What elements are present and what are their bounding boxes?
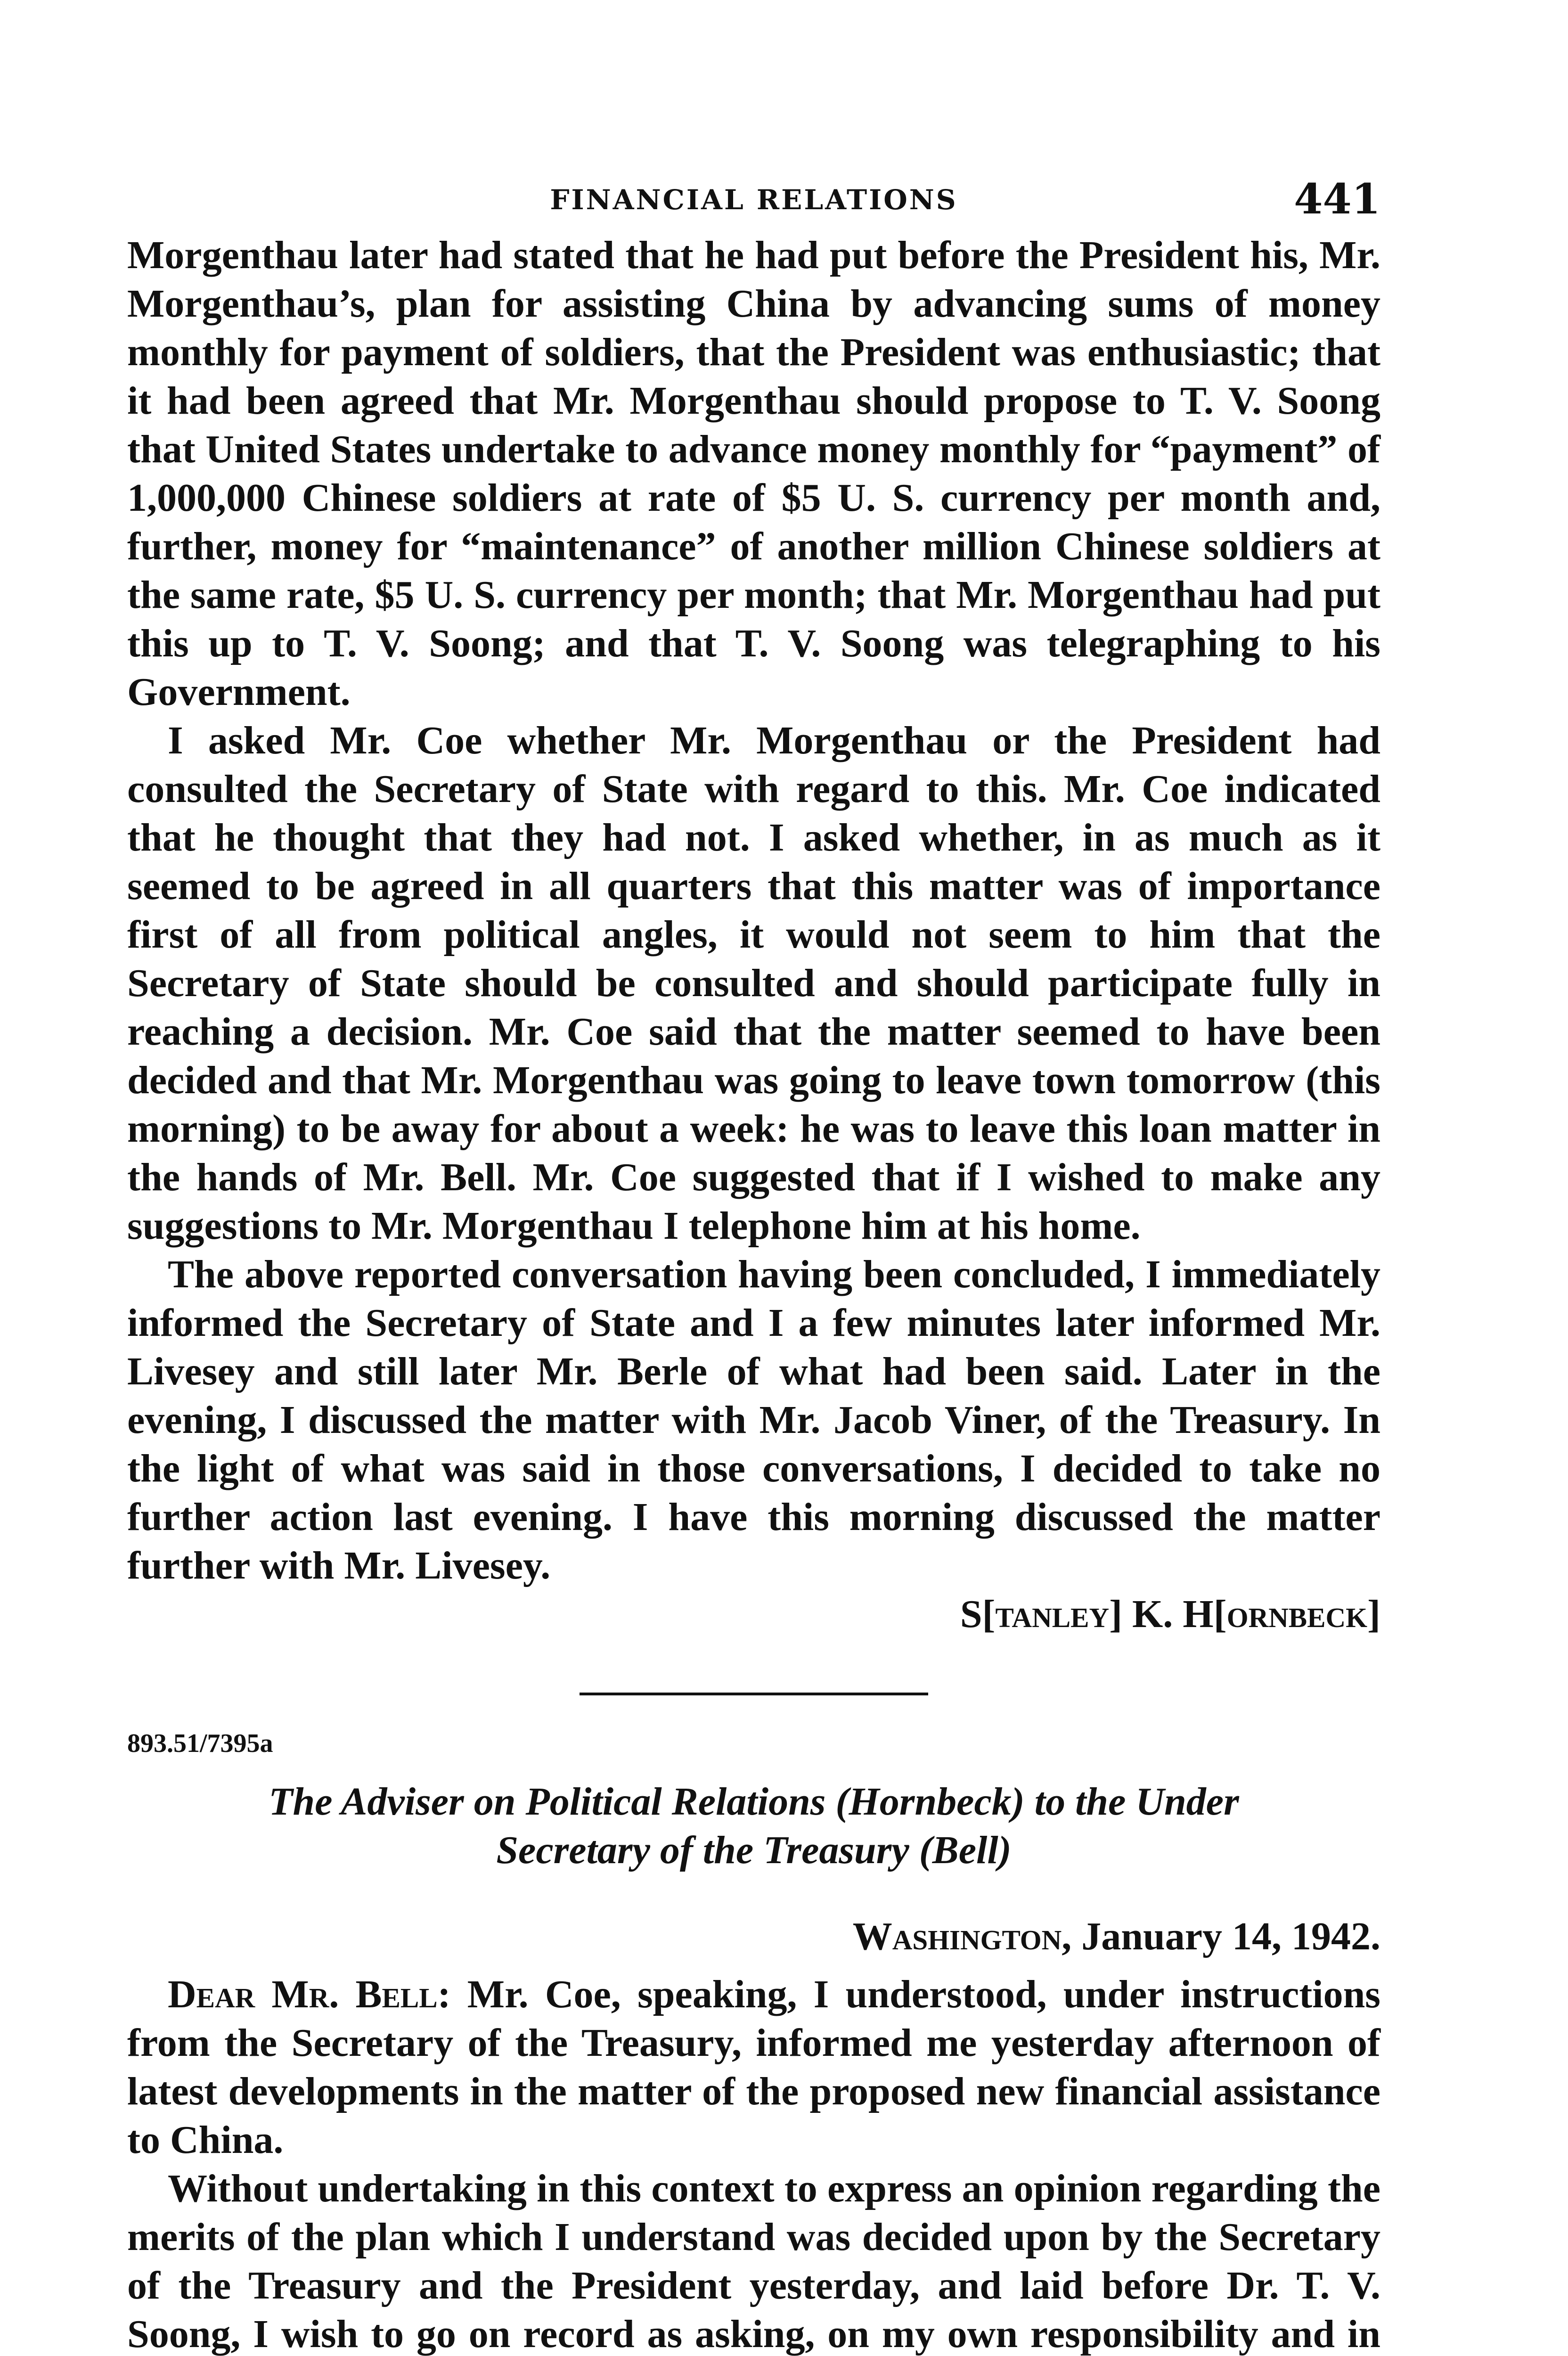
salutation: Dear Mr. Bell: <box>168 1972 451 2016</box>
signature-ornbeck: ornbeck <box>1226 1592 1368 1636</box>
letter-paragraph-1 <box>127 1970 1380 2164</box>
signature-s: S[ <box>960 1592 996 1636</box>
heading-line-1: The Adviser on Political Relations (Hornbeck) to the Under <box>269 1780 1239 1824</box>
running-title: FINANCIAL RELATIONS <box>550 184 958 216</box>
signature <box>127 1590 1380 1638</box>
dateline-date: January 14, 1942. <box>1071 1914 1380 1958</box>
signature-mid: ] K. H[ <box>1109 1592 1227 1636</box>
signature-close: ] <box>1367 1592 1380 1636</box>
document-heading <box>127 1777 1380 1874</box>
section-divider <box>580 1693 928 1695</box>
paragraph-conversation-report: The above reported conversation having been concluded, I immediately informed the Secretary of State and I a few minutes later informed Mr. Livesey and still later Mr. Berle of what had been said. Later in the evening, I discussed the matter with Mr. Jacob Viner, of the Treasury. In the light of what was said in those conversations, I decided to take no further action last evening. I have this morning discussed the matter further with Mr. Livesey. <box>127 1252 1380 1587</box>
dateline-place: Washington, <box>852 1914 1072 1958</box>
signature-tanley: tanley <box>995 1592 1110 1636</box>
file-number: 893.51/7395a <box>127 1729 273 1758</box>
running-head <box>127 174 1380 231</box>
letter-paragraph-1-text: Mr. Coe, speaking, I understood, under instructions from the Secretary of the Treasury, informed me yesterday afternoon of latest developments in the matter of the proposed new financial assistance to China. <box>127 1972 1380 2162</box>
document-page <box>127 174 1380 2356</box>
letter-paragraph-2: Without undertaking in this context to express an opinion regarding the merits of the plan which I understand was decided upon by the Secretary of the Treasury and the President yesterday, and laid before Dr. T. V. Soong, I wish to go on record as asking, on my own responsibility and in <box>127 2167 1380 2356</box>
paragraph-coe-consultation: I asked Mr. Coe whether Mr. Morgenthau or the President had consulted the Secretary of State with regard to this. Mr. Coe indicated that he thought that they had not. I asked whether, in as much as it seemed to be agreed in all quarters that this matter was of importance first of all from political angles, it would not seem to him that the Secretary of State should be consulted and should participate fully in reaching a decision. Mr. Coe said that the matter seemed to have been decided and that Mr. Morgenthau was going to leave town tomorrow (this morning) to be away for about a week: he was to leave this loan matter in the hands of Mr. Bell. Mr. Coe suggested that if I wished to make any suggestions to Mr. Morgenthau I telephone him at his home. <box>127 719 1380 1248</box>
heading-line-2: Secretary of the Treasury (Bell) <box>496 1828 1012 1872</box>
paragraph-continuation: Morgenthau later had stated that he had put before the President his, Mr. Morgenthau’s, plan for assisting China by advancing sums of money monthly for payment of soldiers, that the President was enthusiastic; that it had been agreed that Mr. Morgenthau should propose to T. V. Soong that United States undertake to advance money monthly for “payment” of 1,000,000 Chinese soldiers at rate of $5 U. S. currency per month and, further, money for “maintenance” of another million Chinese soldiers at the same rate, $5 U. S. currency per month; that Mr. Morgenthau had put this up to T. V. Soong; and that T. V. Soong was telegraphing to his Government. <box>127 233 1380 714</box>
page-number: 441 <box>1294 174 1380 223</box>
dateline <box>127 1912 1380 1961</box>
